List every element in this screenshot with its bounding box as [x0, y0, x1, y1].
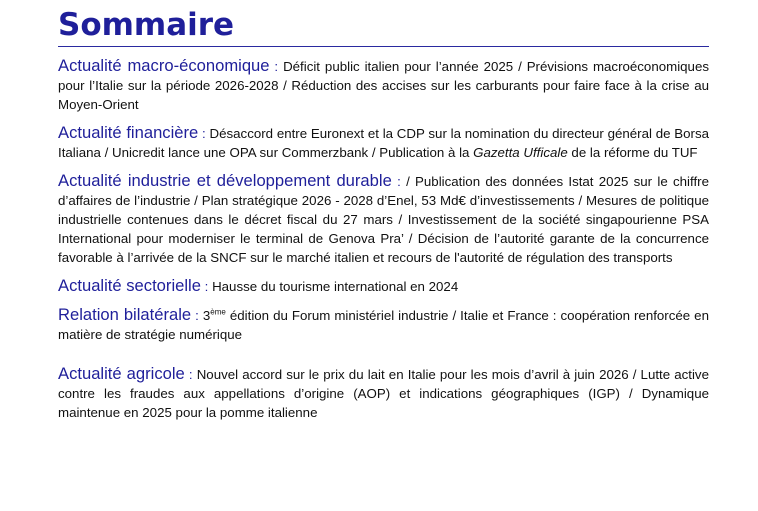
edition-number: 3: [202, 308, 211, 323]
section-separator: :: [269, 59, 284, 74]
section-separator: :: [198, 126, 210, 141]
section-separator: :: [200, 279, 213, 294]
section-separator: :: [391, 174, 407, 189]
section-separator: :: [184, 367, 197, 382]
summary-page: [58, 0, 709, 431]
section-body: édition du Forum ministériel industrie / Italie et France : coopération renforcée en matière de stratégie numérique: [58, 308, 709, 342]
section-macro-economic: [58, 56, 709, 114]
section-body: Désaccord entre Euronext et la CDP sur la nomination du directeur général de Borsa Italiana / Unicredit lance une OPA sur Commerzbank / Publication à la: [58, 126, 709, 160]
section-body: / Publication des données Istat 2025 sur le chiffre d’affaires de l’industrie / Plan stratégique 2026 - 2028 d’Enel, 53 Md€ d’investissements / Mesures de politique industrielle contenues dans le décret fiscal du 27 mars / Investissement de la société singapourienne PSA International pour moderniser le terminal de Genova Pra’ / Décision de l’autorité garante de la concurrence favorable à l’arrivée de la SNCF sur le marché italien et recours de l'autorité de régulation des transports: [58, 174, 709, 265]
section-separator: :: [191, 308, 203, 323]
section-heading: Actualité agricole: [58, 364, 185, 383]
ordinal-suffix: ème: [210, 307, 226, 317]
section-body: Nouvel accord sur le prix du lait en Italie pour les mois d’avril à juin 2026 / Lutte active contre les fraudes aux appellations d’origine (AOP) et indications géographiques (IGP) / Dynamique maintenue en 2025 pour la pomme italienne: [58, 367, 709, 420]
page-title: Sommaire: [58, 7, 235, 43]
publication-name: Gazetta Ufficale: [473, 145, 568, 160]
section-heading: Relation bilatérale: [58, 305, 192, 324]
section-sectoral: [58, 276, 709, 296]
section-heading: Actualité sectorielle: [58, 276, 201, 295]
section-body: Hausse du tourisme international en 2024: [212, 279, 459, 294]
section-heading: Actualité financière: [58, 123, 199, 142]
section-agricultural: [58, 364, 709, 422]
section-heading: Actualité macro-économique: [58, 56, 270, 75]
section-body-end: de la réforme du TUF: [567, 145, 698, 160]
section-financial: [58, 123, 709, 162]
section-body: Déficit public italien pour l’année 2025 / Prévisions macroéconomiques pour l’Italie sur la période 2026-2028 / Réduction des accises sur les carburants pour faire face à la crise au Moyen-Orient: [58, 59, 709, 112]
section-industry-sustainable-development: [58, 171, 709, 267]
section-bilateral-relation: [58, 305, 709, 344]
title-underline: [58, 46, 709, 47]
section-heading: Actualité industrie et développement durable: [58, 171, 392, 190]
